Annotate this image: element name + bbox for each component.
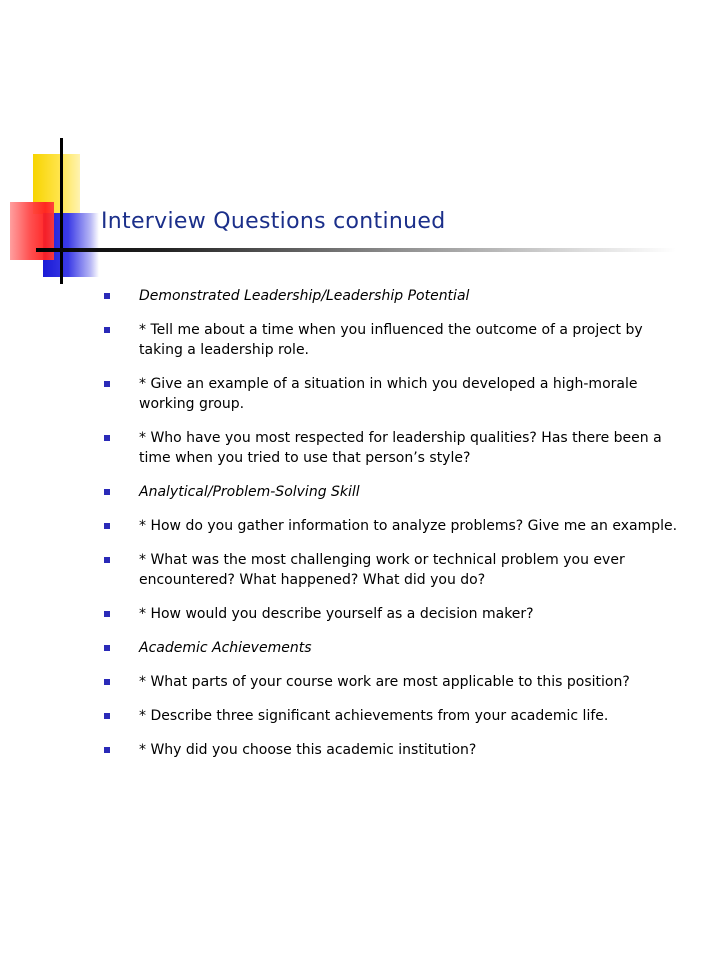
list-item: [0, 516, 720, 536]
square-bullet-icon: [104, 435, 110, 441]
list-item-text: * Describe three significant achievements from your academic life.: [139, 708, 609, 724]
list-item-text: * Why did you choose this academic institution?: [139, 742, 477, 758]
square-bullet-icon: [104, 327, 110, 333]
list-item: [0, 638, 720, 658]
square-bullet-icon: [104, 679, 110, 685]
square-bullet-icon: [104, 489, 110, 495]
list-item: [0, 428, 720, 468]
square-bullet-icon: [104, 381, 110, 387]
square-bullet-icon: [104, 747, 110, 753]
list-item: [0, 672, 720, 692]
list-item: [0, 320, 720, 360]
list-item-text: Academic Achievements: [139, 640, 312, 656]
list-item-text: Demonstrated Leadership/Leadership Potential: [139, 288, 470, 304]
square-bullet-icon: [104, 523, 110, 529]
bullet-list: [0, 286, 720, 760]
vertical-accent-line: [60, 138, 63, 284]
list-item-text: * What was the most challenging work or technical problem you ever encountered? What happened? What did you do?: [139, 552, 625, 588]
list-item-text: * What parts of your course work are most applicable to this position?: [139, 674, 630, 690]
list-item-text: Analytical/Problem-Solving Skill: [139, 484, 360, 500]
list-item: [0, 604, 720, 624]
list-item-text: * Who have you most respected for leadership qualities? Has there been a time when you tried to use that person’s style?: [139, 430, 662, 466]
square-bullet-icon: [104, 645, 110, 651]
slide-title: Interview Questions continued: [101, 209, 446, 234]
list-item: [0, 482, 720, 502]
list-item: [0, 706, 720, 726]
list-item-text: * How do you gather information to analyze problems? Give me an example.: [139, 518, 678, 534]
title-underline-rule: [36, 248, 676, 252]
list-item-text: * Tell me about a time when you influenced the outcome of a project by taking a leadership role.: [139, 322, 643, 358]
square-bullet-icon: [104, 557, 110, 563]
square-bullet-icon: [104, 293, 110, 299]
list-item: [0, 550, 720, 590]
list-item-text: * Give an example of a situation in which you developed a high-morale working group.: [139, 376, 638, 412]
square-bullet-icon: [104, 713, 110, 719]
square-bullet-icon: [104, 611, 110, 617]
list-item: [0, 286, 720, 306]
list-item: [0, 740, 720, 760]
list-item-text: * How would you describe yourself as a decision maker?: [139, 606, 534, 622]
list-item: [0, 374, 720, 414]
